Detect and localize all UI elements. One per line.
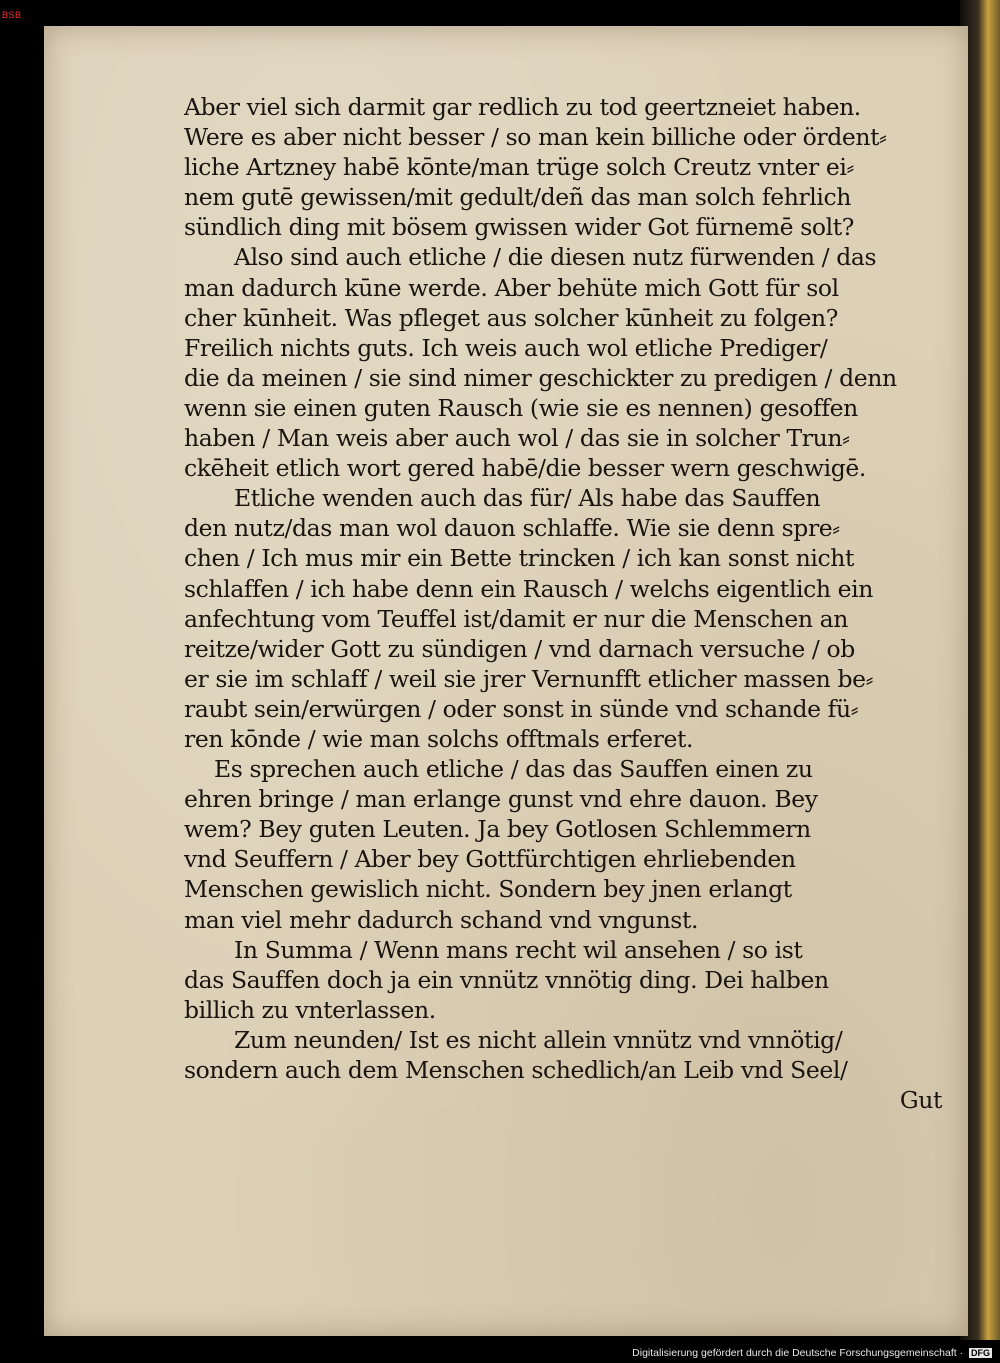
text-line: Aber viel sich darmit gar redlich zu tod geertzneiet haben. — [184, 93, 861, 121]
text-line: Es sprechen auch etliche / das das Sauffen einen zu — [214, 755, 813, 784]
text-line: den nutz/das man wol dauon schlaffe. Wie sie denn spre⸗ — [184, 514, 840, 543]
text-line: chen / Ich mus mir ein Bette trincken / ich kan sonst nicht — [184, 544, 855, 573]
text-line: raubt sein/erwürgen / oder sonst in sünde vnd schande fü⸗ — [184, 694, 859, 723]
text-line: man dadurch kūne werde. Aber behüte mich Gott für sol — [184, 273, 839, 302]
text-line: nem gutē gewissen/mit gedult/deñ das man solch fehrlich — [184, 183, 852, 212]
text-line: sündlich ding mit bösem gwissen wider Got fürnemē solt? — [184, 213, 854, 242]
text-line: Were es aber nicht besser / so man kein billiche oder ördent⸗ — [184, 123, 887, 152]
dfg-logo: DFG — [971, 1348, 990, 1358]
text-line: cher kūnheit. Was pfleget aus solcher kūnheit zu folgen? — [184, 303, 838, 332]
text-line: Freilich nichts guts. Ich weis auch wol etliche Prediger/ — [184, 333, 828, 362]
text-line: die da meinen / sie sind nimer geschickter zu predigen / denn — [184, 363, 897, 392]
text-line: vnd Seuffern / Aber bey Gottfürchtigen ehrliebenden — [184, 845, 796, 874]
text-line: anfechtung vom Teuffel ist/damit er nur die Menschen an — [184, 604, 848, 633]
text-line: ckēheit etlich wort gered habē/die besser wern geschwigē. — [184, 454, 866, 483]
credit-text: Digitalisierung gefördert durch die Deutsche Forschungsgemeinschaft · — [632, 1347, 964, 1359]
book-page — [44, 26, 968, 1336]
text-line: Menschen gewislich nicht. Sondern bey jnen erlangt — [184, 875, 792, 904]
text-line: das Sauffen doch ja ein vnnütz vnnötig ding. Dei halben — [184, 965, 829, 994]
text-line: wenn sie einen guten Rausch (wie sie es nennen) gesoffen — [184, 393, 858, 422]
text-line: reitze/wider Gott zu sündigen / vnd darnach versuche / ob — [184, 634, 855, 663]
text-line: Zum neunden/ Ist es nicht allein vnnütz vnd vnnötig/ — [234, 1025, 843, 1054]
text-line: man viel mehr dadurch schand vnd vngunst. — [184, 905, 699, 934]
library-mark: BSB — [2, 10, 22, 20]
page-text-block — [184, 92, 954, 1115]
text-line: wem? Bey guten Leuten. Ja bey Gotlosen Schlemmern — [184, 815, 811, 844]
text-line: Etliche wenden auch das für/ Als habe das Sauffen — [234, 484, 821, 513]
digitization-credit — [632, 1347, 992, 1359]
text-line: billich zu vnterlassen. — [184, 995, 436, 1024]
text-line: haben / Man weis aber auch wol / das sie in solcher Trun⸗ — [184, 424, 850, 453]
text-line: schlaffen / ich habe denn ein Rausch / welchs eigentlich ein — [184, 574, 874, 603]
text-line: ehren bringe / man erlange gunst vnd ehre dauon. Bey — [184, 785, 818, 814]
catchword: Gut — [899, 1086, 942, 1115]
text-line: Also sind auch etliche / die diesen nutz fürwenden / das — [234, 243, 877, 272]
text-line: In Summa / Wenn mans recht wil ansehen / so ist — [234, 935, 803, 964]
text-line: ren kōnde / wie man solchs offtmals erferet. — [184, 724, 694, 753]
text-line: liche Artzney habē kōnte/man trüge solch Creutz vnter ei⸗ — [184, 153, 854, 182]
text-line: sondern auch dem Menschen schedlich/an Leib vnd Seel/ — [184, 1056, 848, 1084]
text-line: er sie im schlaff / weil sie jrer Vernunfft etlicher massen be⸗ — [184, 664, 874, 693]
